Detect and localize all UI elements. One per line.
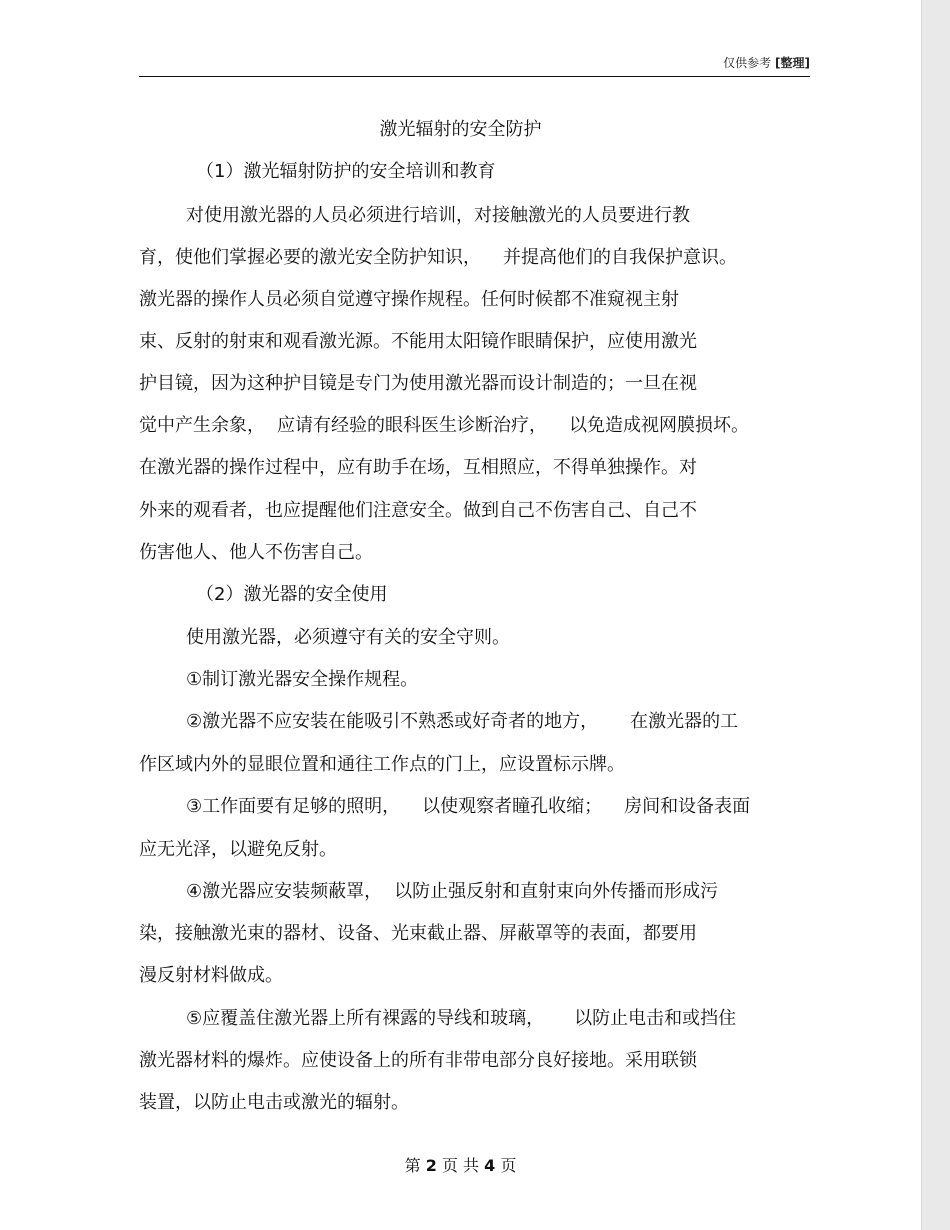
paragraph-fragment: 在激光器的工 <box>630 711 739 732</box>
paragraph-fragment: ③工作面要有足够的照明， <box>186 796 401 817</box>
paragraph-fragment: ⑤应覆盖住激光器上所有裸露的导线和玻璃， <box>186 1008 545 1029</box>
paragraph-line: 在激光器的操作过程中，应有助手在场，互相照应，不得单独操作。对 <box>139 457 697 478</box>
paragraph-fragment: 以防止强反射和直射束向外传播而形成污 <box>394 881 719 902</box>
page-number-prefix: 第 <box>404 1156 421 1175</box>
list-item: ①制订激光器安全操作规程。 <box>186 669 419 690</box>
list-item <box>186 710 738 734</box>
paragraph-fragment: 觉中产生余象， <box>139 415 265 436</box>
paragraph-fragment: ②激光器不应安装在能吸引不熟悉或好奇者的地方， <box>186 711 599 732</box>
paragraph-line: 应无光泽，以避免反射。 <box>139 839 337 860</box>
list-item <box>186 795 750 819</box>
paragraph-fragment: 应请有经验的眼科医生诊断治疗， <box>277 415 547 436</box>
current-page: 2 <box>425 1156 437 1175</box>
paragraph-fragment: 以防止电击和或挡住 <box>574 1008 737 1029</box>
page-number-mid: 页 共 <box>441 1156 480 1175</box>
page-title: 激光辐射的安全防护 <box>379 119 542 140</box>
paragraph-fragment: 育，使他们掌握必要的激光安全防护知识， <box>139 247 481 268</box>
paragraph-line <box>139 414 749 438</box>
paragraph-line: 漫反射材料做成。 <box>139 965 283 986</box>
paragraph-line: 对使用激光器的人员必须进行培训，对接触激光的人员要进行教 <box>186 205 690 226</box>
paragraph-line: 护目镜，因为这种护目镜是专门为使用激光器而设计制造的；一旦在视 <box>139 373 697 394</box>
paragraph-fragment: 房间和设备表面 <box>624 796 751 817</box>
section-heading-2: （2）激光器的安全使用 <box>196 584 388 605</box>
page-number-suffix: 页 <box>500 1156 517 1175</box>
paragraph-line: 束、反射的射束和观看激光源。不能用太阳镜作眼睛保护，应使用激光 <box>139 331 697 352</box>
paragraph-line: 作区域内外的显眼位置和通往工作点的门上，应设置标示牌。 <box>139 754 625 775</box>
header-rule <box>139 76 810 77</box>
paragraph-line <box>139 246 737 270</box>
header-tag: [整理] <box>775 56 810 70</box>
paragraph-fragment: ④激光器应安装频蔽罩， <box>186 881 383 902</box>
header-note-text: 仅供参考 <box>723 56 772 70</box>
paragraph-line: 伤害他人、他人不伤害自己。 <box>139 542 373 563</box>
total-pages: 4 <box>484 1156 496 1175</box>
header-note <box>723 54 810 71</box>
paragraph-fragment: 以免造成视网膜损坏。 <box>569 415 749 436</box>
paragraph-line: 染，接触激光束的器材、设备、光束截止器、屏蔽罩等的表面，都要用 <box>139 923 697 944</box>
paragraph-fragment: 并提高他们的自我保护意识。 <box>503 247 737 268</box>
paragraph-line: 激光器的操作人员必须自觉遵守操作规程。任何时候都不准窥视主射 <box>139 289 679 310</box>
section-heading-1: （1）激光辐射防护的安全培训和教育 <box>196 161 496 182</box>
list-item <box>186 1007 736 1031</box>
paragraph-line: 外来的观看者，也应提醒他们注意安全。做到自己不伤害自己、自己不 <box>139 500 697 521</box>
paragraph-line: 使用激光器，必须遵守有关的安全守则。 <box>186 627 510 648</box>
paragraph-line: 装置，以防止电击或激光的辐射。 <box>139 1092 409 1113</box>
page-number <box>0 1153 921 1176</box>
paragraph-fragment: 以使观察者瞳孔收缩； <box>422 796 603 817</box>
paragraph-line: 激光器材料的爆炸。应使设备上的所有非带电部分良好接地。采用联锁 <box>139 1050 697 1071</box>
list-item <box>186 880 718 904</box>
